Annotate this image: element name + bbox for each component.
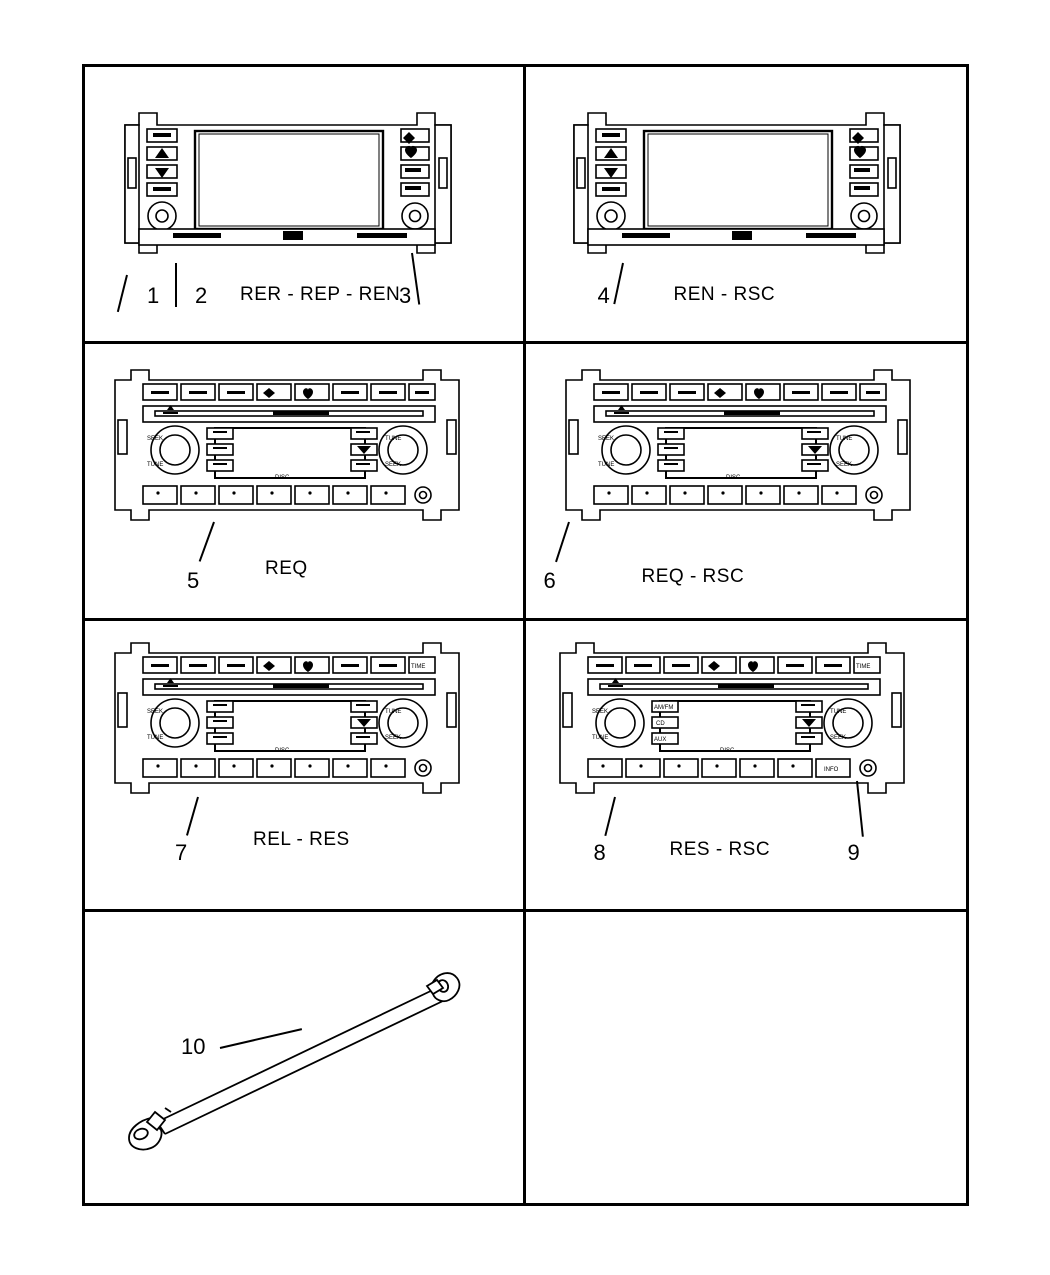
callout-1: 1 [147, 283, 160, 308]
diagram-cell-2 [526, 67, 967, 344]
antenna-cable-strap [121, 942, 461, 1152]
svg-text:SEEK: SEEK [147, 709, 164, 715]
callout-5: 5 [187, 568, 200, 593]
svg-text:TIME: TIME [411, 664, 426, 670]
svg-text:TUNE: TUNE [835, 436, 852, 442]
callout-3: 3 [399, 283, 412, 308]
radio-unit-cd-5 [103, 635, 493, 810]
svg-text:TUNE: TUNE [147, 462, 164, 468]
callout-2: 2 [195, 283, 208, 308]
svg-text:TUNE: TUNE [829, 709, 846, 715]
caption-cell-6: RES - RSC [669, 839, 771, 860]
svg-text:TUNE: TUNE [597, 462, 614, 468]
svg-text:SEEK: SEEK [385, 735, 402, 741]
caption-cell-2: REN - RSC [673, 284, 776, 305]
svg-text:DISC: DISC [275, 748, 290, 754]
callout-8: 8 [593, 840, 606, 865]
caption-cell-1: RER - REP - REN [240, 284, 401, 305]
svg-text:TUNE: TUNE [385, 436, 402, 442]
radio-unit-cd-4 [554, 362, 944, 537]
leader-line-2 [175, 263, 177, 307]
svg-text:INFO: INFO [823, 767, 838, 773]
callout-9: 9 [847, 840, 860, 865]
diagram-cell-6 [526, 621, 967, 912]
svg-text:DISC: DISC [725, 475, 740, 481]
diagram-cell-3 [85, 344, 526, 621]
svg-text:DISC: DISC [275, 475, 290, 481]
svg-text:SEEK: SEEK [829, 735, 846, 741]
svg-text:AUX: AUX [653, 737, 666, 743]
svg-text:CD: CD [655, 721, 665, 727]
svg-text:SEEK: SEEK [597, 436, 614, 442]
radio-unit-nav-2 [566, 103, 926, 273]
radio-unit-cd-6 [548, 635, 938, 810]
callout-10: 10 [181, 1034, 206, 1059]
callout-7: 7 [175, 840, 188, 865]
svg-text:SEEK: SEEK [147, 436, 164, 442]
svg-text:TUNE: TUNE [591, 735, 608, 741]
callout-4: 4 [597, 283, 610, 308]
radio-unit-nav-1 [117, 103, 477, 273]
caption-cell-3: REQ [265, 558, 308, 579]
diagram-cell-4 [526, 344, 967, 621]
svg-text:SEEK: SEEK [591, 709, 608, 715]
caption-cell-5: REL - RES [253, 829, 350, 850]
svg-text:TUNE: TUNE [147, 735, 164, 741]
svg-text:AM/FM: AM/FM [653, 705, 673, 711]
svg-text:SEEK: SEEK [385, 462, 402, 468]
svg-text:SEEK: SEEK [835, 462, 852, 468]
diagram-cell-8-empty [526, 912, 967, 1206]
leader-line-1 [117, 275, 128, 312]
svg-text:TIME: TIME [855, 664, 870, 670]
svg-text:TUNE: TUNE [385, 709, 402, 715]
radio-unit-cd-3 [103, 362, 493, 537]
caption-cell-4: REQ - RSC [641, 566, 745, 587]
diagram-cell-7 [85, 912, 526, 1206]
diagram-grid [82, 64, 969, 1206]
diagram-cell-5 [85, 621, 526, 912]
callout-6: 6 [543, 568, 556, 593]
diagram-cell-1 [85, 67, 526, 344]
svg-text:DISC: DISC [719, 748, 734, 754]
